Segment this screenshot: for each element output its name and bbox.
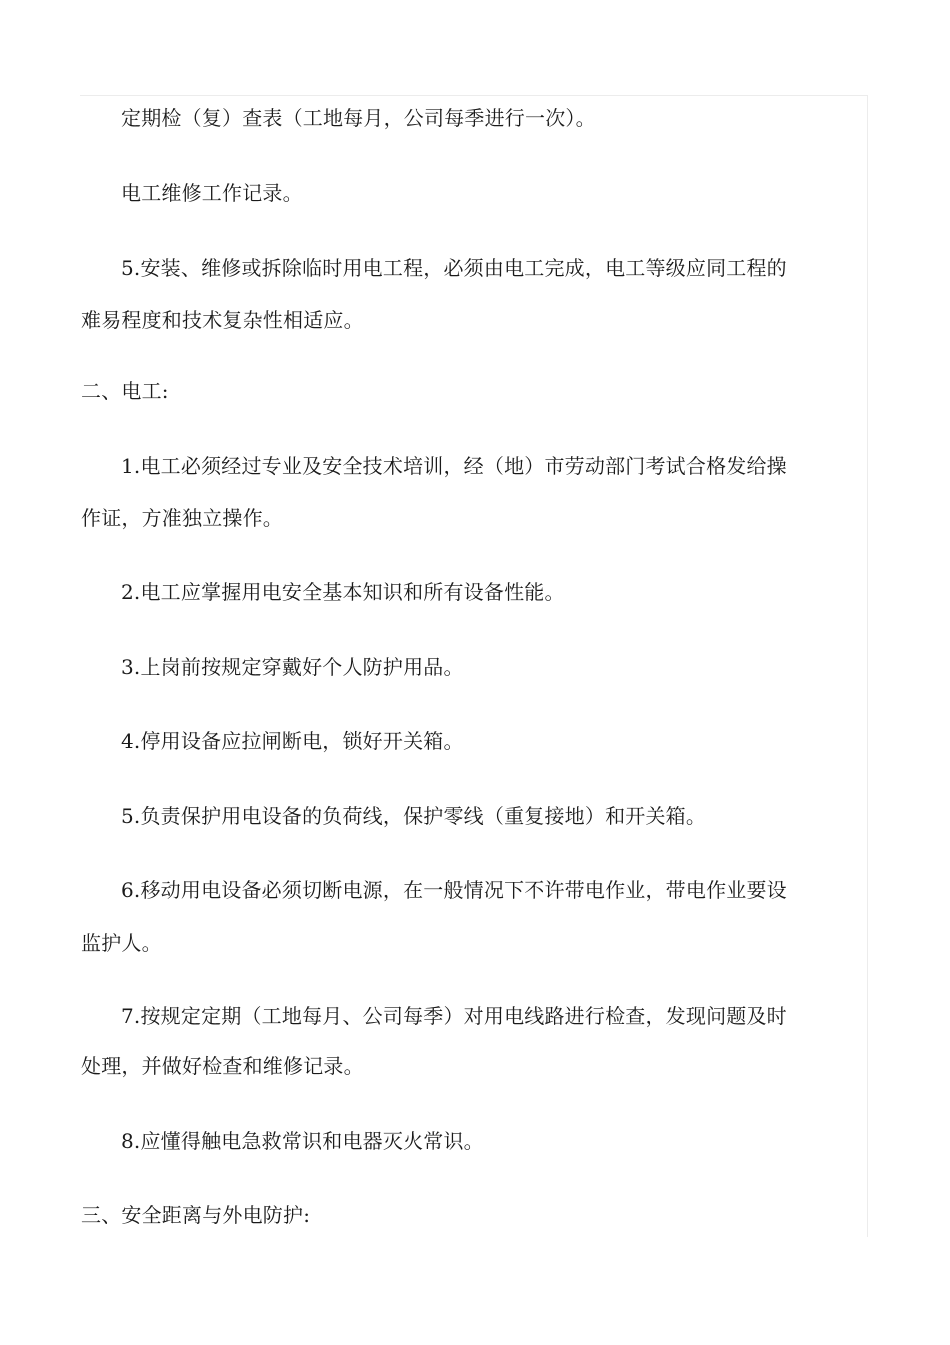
paragraph-line: 处理，并做好检查和维修记录。 <box>81 1054 364 1078</box>
paragraph-line: 4.停用设备应拉闸断电，锁好开关箱。 <box>121 729 464 753</box>
paragraph-line: 难易程度和技术复杂性相适应。 <box>81 308 364 332</box>
paragraph-line: 2.电工应掌握用电安全基本知识和所有设备性能。 <box>121 580 565 604</box>
paragraph-line: 定期检（复）查表（工地每月，公司每季进行一次）。 <box>121 106 596 130</box>
section-heading: 三、安全距离与外电防护: <box>81 1203 311 1227</box>
paragraph-line: 作证，方准独立操作。 <box>81 506 283 530</box>
paragraph-line: 8.应懂得触电急救常识和电器灭火常识。 <box>121 1129 484 1153</box>
paragraph-line: 5.负责保护用电设备的负荷线，保护零线（重复接地）和开关箱。 <box>121 804 707 828</box>
section-heading: 二、电工: <box>81 379 169 403</box>
paragraph-line: 监护人。 <box>81 931 162 955</box>
paragraph-line: 1.电工必须经过专业及安全技术培训，经（地）市劳动部门考试合格发给操 <box>121 454 787 478</box>
paragraph-line: 6.移动用电设备必须切断电源，在一般情况下不许带电作业，带电作业要设 <box>121 878 787 902</box>
paragraph-line: 电工维修工作记录。 <box>121 181 303 205</box>
paragraph-line: 7.按规定定期（工地每月、公司每季）对用电线路进行检查，发现问题及时 <box>121 1004 787 1028</box>
paragraph-line: 3.上岗前按规定穿戴好个人防护用品。 <box>121 655 464 679</box>
paragraph-line: 5.安装、维修或拆除临时用电工程，必须由电工完成，电工等级应同工程的 <box>121 256 787 280</box>
